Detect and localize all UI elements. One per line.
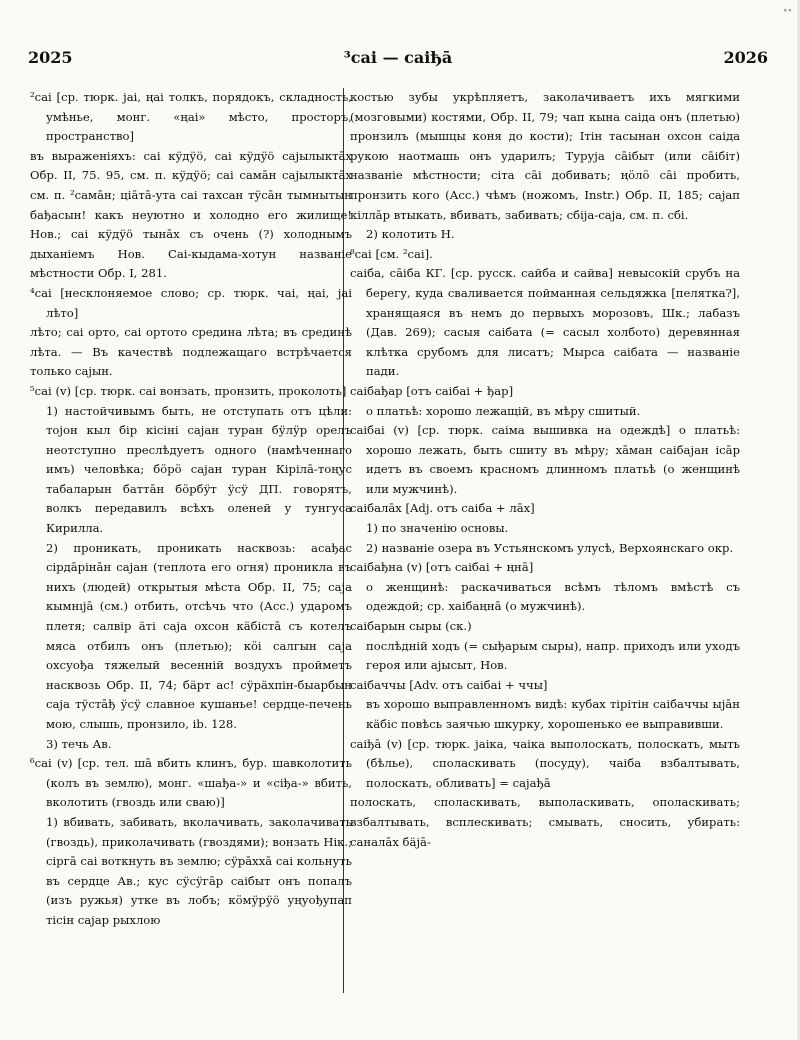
entry-saibagar-body: о платьѣ: хорошо лежащій, въ мѣру сшитый. — [366, 403, 641, 418]
scan-mark: ∙∙ — [783, 6, 792, 16]
entry-6sai-continued: костью зубы укрѣпляетъ, заколачиваетъ ихъ мягкими (мозговыми) костями, Обр. II, 79; чап кына саіда онъ (плетью) пронзилъ (мышцы коня до кости); Ітін тасынан охсон саіда рукою наотмашь онъ ударилъ; Туруја сāібыт (или сāібіт) названіе мѣстности; сіта сāі добивать; ңӧлӧ сāі пробить, пронзить кого (Асс.) чѣмъ (ножомъ, Instr.) Обр. II, 185; саjап кіллāр втыкать, вбивать, забивать; сбіја-саја, см. п. сбі. — [350, 90, 740, 222]
entry-6sai-head: ⁶саі (v) [ср. тел. шā вбить клинъ, бур. шавколотить (колъ въ землю), монг. «шађа-» и «сіђа-» вбить, вколотить (гвоздь или сваю)] — [30, 756, 352, 810]
entry-saibanna-head: саібађна (v) [отъ саібаі + ңнā] — [350, 560, 534, 575]
entry-5sai-sense-1: 1) настойчивымъ быть, не отступать отъ цѣли: тојон кыл бір кісіні саjан туран бӱлӱр орелъ неотступно преслѣдуетъ одного (намѣченнаго имъ) человѣка; бӧрӧ саjан туран Кірілā-тоңус табаларын баттāн бӧрбӱт ӱсӱ ДП. говорятъ, волкъ передавилъ всѣхъ оленей у тунгуса Кирилла. — [46, 403, 352, 536]
entry-6sai-sense-1: 1) вбивать, забивать, вколачивать, заколачивать (гвоздь), приколачивать (гвоздями); вонзать Нік.; сіргā саі воткнуть въ землю; сӱрāххā саі кольнуть въ сердце Ав.; кус сӱсӱгāр саібыт онъ попалъ (изъ ружья) утке въ лобъ; кӧмӱрӱö уңуођупап тісін саjар рыхлою — [46, 814, 352, 927]
entry-saiba: саіба, сāіба КГ. [ср. русск. сайба и сайва] невысокій срубъ на берегу, куда сваливается пойманная сельдяжка [пелятка?], хранящаяся въ немъ до первыхъ морозовъ, Шк.; лабазъ (Дав. 269); сасыя саібата (= сасыл холбото) деревянная клѣтка срубомъ для лисатъ; Мырса саібата — названіе пади. — [350, 266, 740, 379]
entry-5sai-sense-3: 3) течь Ав. — [46, 736, 112, 751]
running-title: ³саі — саіђā — [343, 48, 453, 67]
entry-saibanna-body: о женщинѣ: раскачиваться всѣмъ тѣломъ вмѣстѣ съ одеждой; ср. хаібаңнā (о мужчинѣ). — [366, 579, 740, 614]
entry-5sai-head: ⁵саі (v) [ср. тюрк. саі вонзать, пронзить, проколоть] — [30, 383, 347, 398]
page-number-right: 2026 — [723, 48, 768, 67]
entry-saibalah-head: саібалāх [Adj. отъ саіба + лāх] — [350, 501, 535, 516]
right-column — [350, 88, 740, 1028]
left-column — [30, 88, 352, 1028]
entry-saiga-body: полоскать, споласкивать, выполаскивать, ополаскивать; взбалтывать, всплескивать; смывать, сносить, убирать: саналāх бäjā- — [350, 795, 740, 849]
entry-2sai-head: ²саі [ср. тюрк. jaі, ңаі толкъ, порядокъ, складность, умѣнье, монг. «ңаі» мѣсто, просторъ, пространство] — [30, 90, 352, 144]
page-number-left: 2025 — [28, 48, 73, 67]
entry-5sai-sense-2: 2) проникать, проникать насквозь: асађас сірдāрінāн саjан (теплота его огня) проникла въ нихъ (людей) открытыя мѣста Обр. II, 75; саjа кымнıjā (см.) отбить, отсѣчь что (Асс.) ударомъ плетя; салвір äті саjа охсон кäбістā съ котелъ мяса отбилъ онъ (плетью); кӧі салгын саjа охсуођа тяжелый весенній воздухъ пройметъ насквозь Обр. II, 74; бäрт ас! сӱрäхпін-быарбын саjа тӱстāђ ӱсӱ славное кушанье! сердце-печень мою, слышь, пронзило, ib. 128. — [46, 540, 352, 731]
entry-saibachchy-body: въ хорошо выправленномъ видѣ: кубах тірітін саібаччы ыјāн кäбіс повѣсь заячью шкурку, хорошенько ее выправивши. — [366, 697, 740, 731]
entry-6sai-sense-2: 2) колотить Н. — [366, 227, 455, 242]
entry-saibagar-head: саібађар [отъ саібаі + ђар] — [350, 383, 514, 398]
entry-saibaryn-body: послѣдній ходъ (= сыђарым сыры), напр. приходъ или уходъ героя или ајысыт, Нов. — [366, 638, 740, 673]
entry-4sai-body: лѣто; саі орто, саі ортото средина лѣта; въ срединѣ лѣта. — Въ качествѣ подлежащаго встрѣчается только саjын. — [30, 325, 352, 379]
entry-saibalah-sense-2: 2) названіе озера въ Устьянскомъ улусѣ, Верхоянскаго окр. — [366, 540, 734, 555]
page-header — [28, 48, 768, 74]
entry-2sai-body: въ выраженіяхъ: саі кӱдӱö, саі кӱдӱö саjылыктāх Обр. II, 75. 95, см. п. кӱдӱö; саі самāн саjылыктāх см. п. ²самāн; ціāтā-ута саі тахсан тӱсāн тымнытын бађасын! какъ неуютно и холодно его жилище! Нов.; саі кӱдӱö тынāх съ очень (?) холоднымъ дыханіемъ Нов. Саі-кыдама-хотун названіе мѣстности Обр. I, 281. — [30, 148, 352, 281]
entry-saibai: саібаі (v) [ср. тюрк. саіма вышивка на одеждѣ] о платьѣ: хорошо лежать, быть сшиту въ мѣру; хāман саібајан ісāр идетъ въ своемъ красномъ длинномъ платьѣ (о женщинѣ или мужчинѣ). — [350, 423, 740, 496]
entry-saibachchy-head: саібаччы [Adv. отъ саібаі + ччы] — [350, 677, 548, 692]
entry-4sai-head: ⁴саі [несклоняемое слово; ср. тюрк. чаі, ңаі, jaі лѣто] — [30, 285, 352, 320]
entry-saibaryn-head: саібарын сыры (ск.) — [350, 619, 472, 634]
entry-saibalah-sense-1: 1) по значенію основы. — [366, 521, 509, 536]
entry-saiga-head: саіђā (v) [ср. тюрк. jaiка, чаіка выполоскать, полоскать, мыть (бѣлье), споласкивать (посуду), чаіба взбалтывать, полоскать, обливать] = саjађā — [350, 736, 740, 790]
entry-8sai: ⁸саі [см. ²саі]. — [350, 246, 433, 261]
